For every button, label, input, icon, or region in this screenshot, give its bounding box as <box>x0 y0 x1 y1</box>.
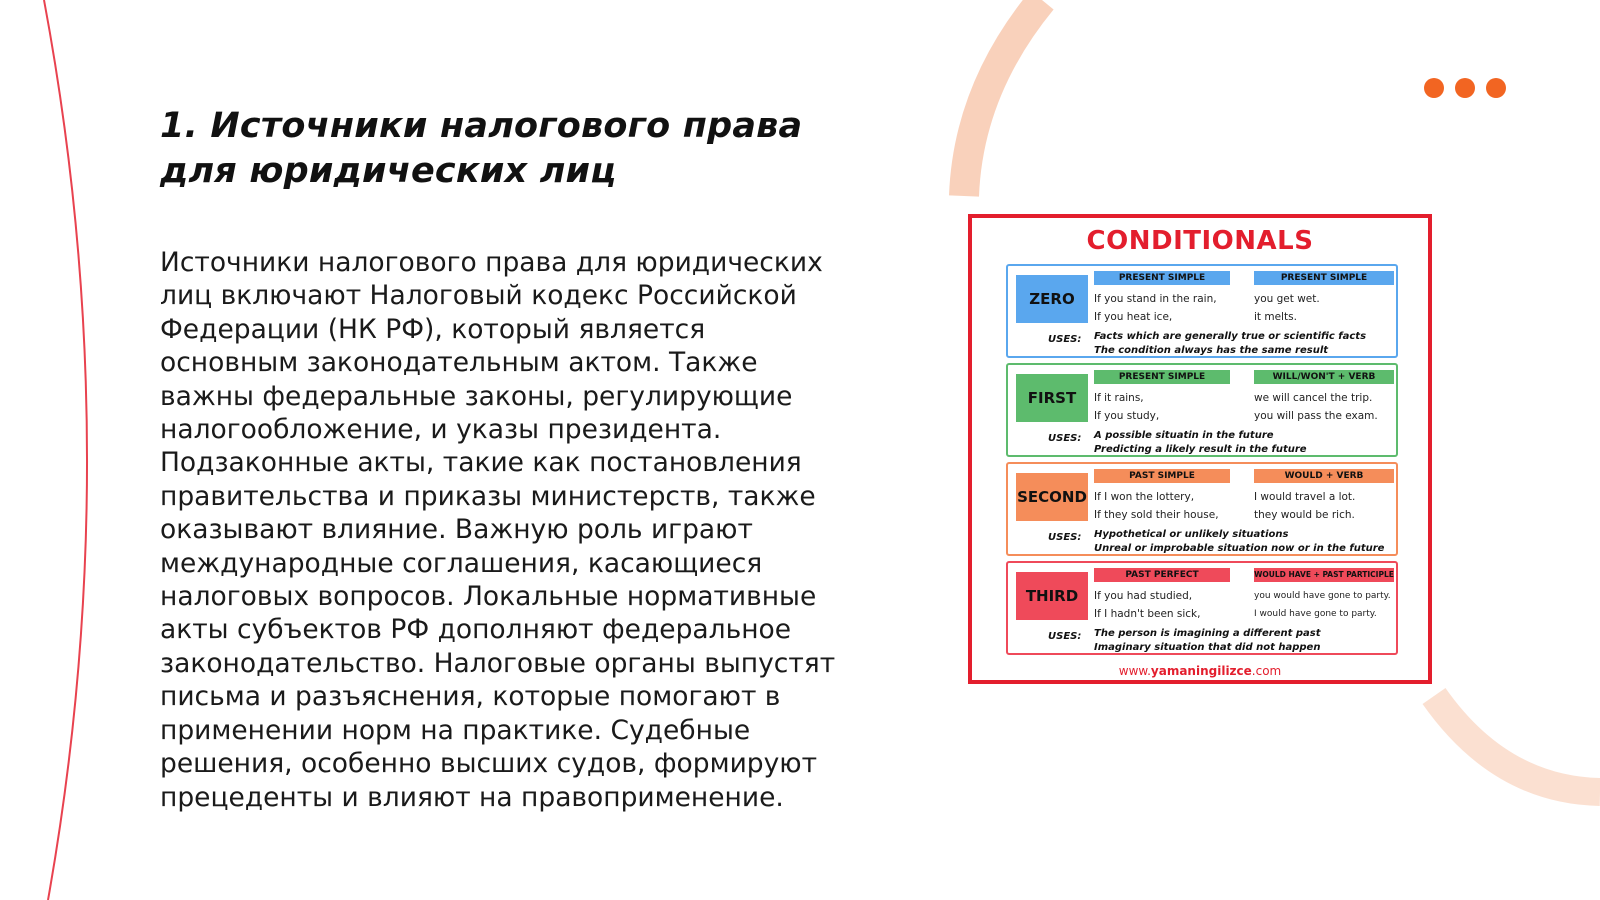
row-uses <box>1094 429 1307 457</box>
row-header-condition: PAST PERFECT <box>1094 568 1230 582</box>
row-header-result: WOULD + VERB <box>1254 469 1394 483</box>
row-header-result: PRESENT SIMPLE <box>1254 271 1394 285</box>
row-uses <box>1094 330 1366 358</box>
row-uses <box>1094 627 1321 655</box>
conditionals-infographic <box>968 214 1432 684</box>
uses-line: Imaginary situation that did not happen <box>1094 642 1321 653</box>
row-tag: FIRST <box>1016 374 1088 422</box>
dot <box>1486 78 1506 98</box>
example-line: If you heat ice, <box>1094 311 1173 323</box>
example-line: they would be rich. <box>1254 509 1355 521</box>
row-example-result <box>1254 389 1378 425</box>
infographic-title: CONDITIONALS <box>1086 226 1314 256</box>
uses-line: The condition always has the same result <box>1094 345 1329 356</box>
row-header-result: WOULD HAVE + PAST PARTICIPLE <box>1254 568 1394 582</box>
example-line: we will cancel the trip. <box>1254 392 1373 404</box>
example-line: If you study, <box>1094 410 1160 422</box>
uses-line: Unreal or improbable situation now or in the future <box>1094 543 1385 554</box>
left-curve-line <box>44 0 87 900</box>
row-header-condition: PRESENT SIMPLE <box>1094 370 1230 384</box>
uses-label: USES: <box>1048 631 1082 642</box>
row-header-result: WILL/WON'T + VERB <box>1254 370 1394 384</box>
example-line: it melts. <box>1254 311 1297 323</box>
slide-title: 1. Источники налогового права для юридических лиц <box>160 106 803 191</box>
uses-label: USES: <box>1048 334 1082 345</box>
uses-line: Predicting a likely result in the future <box>1094 444 1307 455</box>
uses-line: Hypothetical or unlikely situations <box>1094 529 1289 540</box>
row-tag: ZERO <box>1016 275 1088 323</box>
row-tag: THIRD <box>1016 572 1088 620</box>
row-uses <box>1094 528 1384 556</box>
row-example-result <box>1254 488 1355 524</box>
row-header-condition: PAST SIMPLE <box>1094 469 1230 483</box>
uses-label: USES: <box>1048 433 1082 444</box>
row-example-result <box>1254 587 1391 623</box>
orange-arc-bottom <box>1434 696 1600 792</box>
row-example-condition <box>1094 389 1159 425</box>
example-line: If I hadn't been sick, <box>1094 608 1201 620</box>
example-line: I would have gone to party. <box>1254 609 1377 619</box>
example-line: If they sold their house, <box>1094 509 1219 521</box>
example-line: I would travel a lot. <box>1254 491 1356 503</box>
example-line: you will pass the exam. <box>1254 410 1378 422</box>
row-example-result <box>1254 290 1320 326</box>
uses-label: USES: <box>1048 532 1082 543</box>
uses-line: The person is imagining a different past <box>1094 628 1321 639</box>
example-line: If I won the lottery, <box>1094 491 1195 503</box>
footer-brand: yamaningilizce <box>1150 664 1252 678</box>
orange-arc-top <box>964 0 1042 196</box>
example-line: you get wet. <box>1254 293 1320 305</box>
conditional-row-second <box>1006 462 1398 556</box>
footer-suffix: .com <box>1251 664 1282 678</box>
row-tag: SECOND <box>1016 473 1088 521</box>
conditional-row-zero <box>1006 264 1398 358</box>
row-example-condition <box>1094 488 1219 524</box>
decorative-dots <box>1424 78 1506 98</box>
conditional-row-first <box>1006 363 1398 457</box>
row-example-condition <box>1094 290 1217 326</box>
uses-line: A possible situatin in the future <box>1094 430 1274 441</box>
example-line: If you had studied, <box>1094 590 1193 602</box>
infographic-footer <box>972 664 1428 678</box>
row-header-condition: PRESENT SIMPLE <box>1094 271 1230 285</box>
row-example-condition <box>1094 587 1200 623</box>
dot <box>1455 78 1475 98</box>
conditional-row-third <box>1006 561 1398 655</box>
slide-body-text: Источники налогового права для юридических лиц включают Налоговый кодекс Российской Федерации (НК РФ), который является основным законодательным актом. Также важны федеральные законы, регулирующие налогообложение, и указы президента. Подзаконные акты, такие как постановления правительства и приказы министерств, также оказывают влияние. Важную роль играют международные соглашения, касающиеся налоговых вопросов. Локальные нормативные акты субъектов РФ дополняют федеральное законодательство. Налоговые органы выпустят письма и разъяснения, которые помогают в применении норм на практике. Судебные решения, особенно высших судов, формируют прецеденты и влияют на правоприменение. <box>160 247 836 813</box>
example-line: If it rains, <box>1094 392 1144 404</box>
dot <box>1424 78 1444 98</box>
uses-line: Facts which are generally true or scientific facts <box>1094 331 1367 342</box>
example-line: If you stand in the rain, <box>1094 293 1217 305</box>
footer-prefix: www. <box>1118 664 1151 678</box>
example-line: you would have gone to party. <box>1254 591 1391 601</box>
